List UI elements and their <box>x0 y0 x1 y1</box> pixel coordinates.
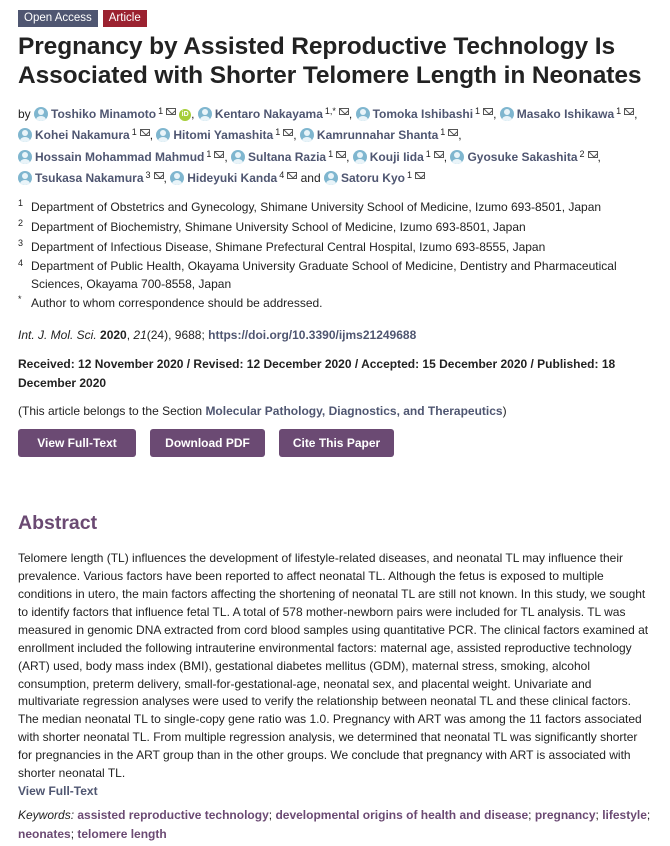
author-name-link[interactable]: Kouji Iida <box>369 149 424 164</box>
affiliation-text: Department of Obstetrics and Gynecology, Shimane University School of Medicine, Izumo 693-8501, Japan <box>31 200 602 215</box>
section-note-suffix: ) <box>502 404 507 419</box>
abstract-heading: Abstract <box>18 512 98 535</box>
email-icon[interactable] <box>339 108 349 115</box>
author-profile-icon[interactable] <box>156 128 170 142</box>
author-name-link[interactable]: Tsukasa Nakamura <box>35 170 144 185</box>
author-name-link[interactable]: Kamrunnahar Shanta <box>316 128 439 143</box>
affiliation-number: 4 <box>18 258 24 269</box>
journal-name: Int. J. Mol. Sci. <box>18 328 97 343</box>
affiliation-text: Author to whom correspondence should be addressed. <box>31 296 323 311</box>
author-item <box>34 107 191 121</box>
author-affiliation-sup: 1 <box>275 127 281 138</box>
author-affiliation-sup: 4 <box>279 169 285 180</box>
author-affiliation-sup: 3 <box>145 169 151 180</box>
email-icon[interactable] <box>166 108 176 115</box>
author-profile-icon[interactable] <box>18 128 32 142</box>
article-title: Pregnancy by Assisted Reproductive Technology Is Associated with Shorter Telomere Length in Neonates <box>18 33 642 89</box>
keyword-link[interactable]: pregnancy <box>534 807 596 822</box>
affiliation-item <box>18 293 652 313</box>
author-profile-icon[interactable] <box>18 150 32 164</box>
author-item <box>300 128 458 142</box>
section-note <box>18 402 652 420</box>
author-affiliation-sup: 1 <box>406 169 412 180</box>
email-icon[interactable] <box>140 129 150 136</box>
email-icon[interactable] <box>336 151 346 158</box>
author-item <box>170 171 297 185</box>
author-affiliation-sup: 1 <box>616 106 622 116</box>
author-name-link[interactable]: Hideyuki Kanda <box>187 170 278 185</box>
badge-row <box>18 10 652 27</box>
section-link[interactable]: Molecular Pathology, Diagnostics, and Therapeutics <box>205 404 503 419</box>
affiliation-text: Department of Biochemistry, Shimane University School of Medicine, Izumo 693-8501, Japan <box>31 220 526 235</box>
author-affiliation-sup: 1 <box>328 148 334 159</box>
affiliation-text: Department of Public Health, Okayama University Graduate School of Medicine, Dentistry and Pharmaceutical Sciences, Okayama 700-8558, Japan <box>31 259 617 292</box>
author-name-link[interactable]: Kentaro Nakayama <box>214 107 323 121</box>
citation-year: 2020 <box>100 328 127 343</box>
author-profile-icon[interactable] <box>324 171 338 185</box>
publication-dates: Received: 12 November 2020 / Revised: 12 December 2020 / Accepted: 15 December 2020 / Published: 18 December 2020 <box>18 357 616 390</box>
affiliation-number: 2 <box>18 218 24 229</box>
download-pdf-button[interactable]: Download PDF <box>150 429 265 457</box>
affiliation-number: 3 <box>18 238 24 249</box>
author-item <box>18 128 150 142</box>
author-profile-icon[interactable] <box>353 150 367 164</box>
author-profile-icon[interactable] <box>450 150 464 164</box>
by-label: by <box>18 107 31 121</box>
citation-line: Int. J. Mol. Sci. 2020, 21(24), 9688; https://doi.org/10.3390/ijms21249688 <box>18 328 417 343</box>
orcid-icon[interactable]: iD <box>179 109 191 121</box>
author-profile-icon[interactable] <box>170 171 184 185</box>
keyword-link[interactable]: developmental origins of health and disease <box>275 807 529 822</box>
author-name-link[interactable]: Gyosuke Sakashita <box>467 149 578 164</box>
affiliation-item <box>18 197 652 217</box>
author-name-link[interactable]: Kohei Nakamura <box>35 128 130 143</box>
article-page <box>18 10 652 844</box>
author-profile-icon[interactable] <box>34 107 48 121</box>
article-type-badge: Article <box>103 10 147 27</box>
cite-paper-button[interactable]: Cite This Paper <box>279 429 394 457</box>
author-name-link[interactable]: Sultana Razia <box>248 149 327 164</box>
author-item <box>198 107 349 121</box>
email-icon[interactable] <box>415 172 425 179</box>
author-name-link[interactable]: Hossain Mohammad Mahmud <box>35 149 205 164</box>
citation-issue-pages: (24), 9688; <box>146 328 209 343</box>
keyword-link[interactable]: lifestyle <box>602 807 647 822</box>
affiliation-number: * <box>18 294 22 305</box>
email-icon[interactable] <box>154 172 164 179</box>
author-name-link[interactable]: Masako Ishikawa <box>516 107 615 121</box>
author-affiliation-sup: 1,* <box>324 106 336 116</box>
author-item <box>324 171 425 185</box>
keywords-label: Keywords: <box>18 807 75 822</box>
author-item <box>18 150 224 164</box>
view-full-text-button[interactable]: View Full-Text <box>18 429 136 457</box>
email-icon[interactable] <box>448 129 458 136</box>
keyword-link[interactable]: assisted reproductive technology <box>77 807 269 822</box>
author-profile-icon[interactable] <box>300 128 314 142</box>
author-affiliation-sup: 1 <box>131 127 137 138</box>
affiliation-text: Department of Infectious Disease, Shimane Prefectural Central Hospital, Izumo 693-8555, Japan <box>31 240 546 255</box>
email-icon[interactable] <box>434 151 444 158</box>
author-affiliation-sup: 1 <box>440 127 446 138</box>
email-icon[interactable] <box>214 151 224 158</box>
author-affiliation-sup: 1 <box>475 106 481 116</box>
open-access-badge[interactable]: Open Access <box>18 10 98 27</box>
author-name-link[interactable]: Toshiko Minamoto <box>51 107 157 121</box>
author-affiliation-sup: 1 <box>206 148 212 159</box>
author-item <box>450 150 597 164</box>
author-item <box>156 128 293 142</box>
email-icon[interactable] <box>483 108 493 115</box>
author-profile-icon[interactable] <box>231 150 245 164</box>
author-affiliation-sup: 1 <box>158 106 164 116</box>
keyword-link[interactable]: telomere length <box>77 826 167 841</box>
keyword-link[interactable]: neonates <box>18 826 71 841</box>
action-buttons <box>18 429 652 457</box>
author-item <box>18 171 164 185</box>
and-label: and <box>300 170 321 185</box>
author-item <box>356 107 493 121</box>
author-profile-icon[interactable] <box>198 107 212 121</box>
email-icon[interactable] <box>624 108 634 115</box>
affiliation-item <box>18 257 652 293</box>
author-profile-icon[interactable] <box>18 171 32 185</box>
email-icon[interactable] <box>588 151 598 158</box>
author-item <box>353 150 444 164</box>
author-affiliation-sup: 1 <box>425 148 431 159</box>
section-note-prefix: (This article belongs to the Section <box>18 404 206 419</box>
abstract-view-full-text-link[interactable]: View Full-Text <box>18 783 98 798</box>
abstract-text: Telomere length (TL) influences the development of lifestyle-related diseases, and neonatal TL may influence their prevalence. Various factors have been reported to affect neonatal TL. Although the fetus is exposed to multiple conditions in utero, the main factors affecting the shortening of neonatal TL are still not known. In this study, we sought to identify factors that influence fetal TL. A total of 578 mother-newborn pairs were included for TL analysis. TL was measured in genomic DNA extracted from cord blood samples using quantitative PCR. The clinical factors examined at enrollment included the following intrauterine environmental factors: maternal age, assisted reproductive technology (ART) used, body mass index (BMI), gestational diabetes mellitus (GDM), maternal stress, smoking, alcohol consumption, preterm delivery, small-for-gestational-age, neonatal sex, and placental weight. Univariate and multivariate regression analyses were used to verify the relationship between neonatal TL and these clinical factors. The median neonatal TL to single-copy gene ratio was 1.0. Pregnancy with ART was among the 11 factors associated with shorter neonatal TL. From multiple regression analysis, we determined that neonatal TL was significantly shorter for pregnancies in the ART group than in the other groups. We conclude that pregnancy with ART is associated with shorter neonatal TL. <box>18 551 649 781</box>
affiliation-list <box>18 197 652 313</box>
author-list: by Toshiko Minamoto $^1$ iD , Kentaro Nakayama $^{1,*}$ , Tomoka Ishibashi $^1$ , Masako Ishikawa $^1$ , Kohei Nakamura $^1$ , Hitomi Yamashita $^1$ , Kamrunnahar Shanta $^1$ , Hossain Mohammad Mahmud $^1$ , Sultana Razia $^1$ , Kouji Iida $^1$ , Gyosuke Sakashita $^2$ , Tsukasa Nakamura $^3$ , Hideyuki Kanda $^4$ and Satoru Kyo $^1$ <box>18 106 638 185</box>
email-icon[interactable] <box>283 129 293 136</box>
author-profile-icon[interactable] <box>500 107 514 121</box>
doi-link[interactable]: https://doi.org/10.3390/ijms21249688 <box>208 328 417 343</box>
affiliation-number: 1 <box>18 198 24 209</box>
author-item <box>231 150 346 164</box>
author-name-link[interactable]: Satoru Kyo <box>340 170 405 185</box>
citation-volume: 21 <box>133 328 147 343</box>
author-affiliation-sup: 2 <box>579 148 585 159</box>
keywords: Keywords: assisted reproductive technology; developmental origins of health and disease; pregnancy; lifestyle; neonates; telomere length <box>18 807 651 841</box>
author-name-link[interactable]: Hitomi Yamashita <box>173 128 274 143</box>
affiliation-item <box>18 237 652 257</box>
author-item <box>500 107 634 121</box>
affiliation-item <box>18 217 652 237</box>
author-name-link[interactable]: Tomoka Ishibashi <box>372 107 474 121</box>
email-icon[interactable] <box>287 172 297 179</box>
author-profile-icon[interactable] <box>356 107 370 121</box>
